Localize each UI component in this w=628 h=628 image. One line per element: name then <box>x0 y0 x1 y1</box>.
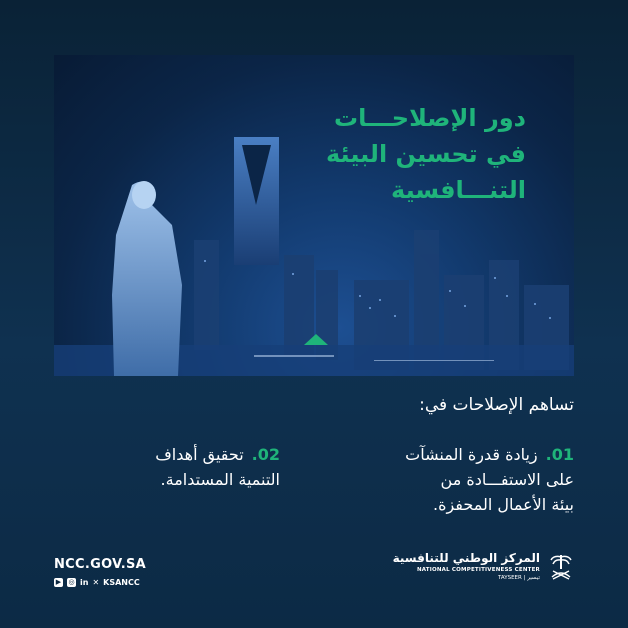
org-subtitle: TAYSEER | تيسير <box>497 575 540 581</box>
item-line: على الاستفـــادة من <box>440 470 574 489</box>
website-link[interactable]: NCC.GOV.SA <box>54 557 147 572</box>
item-line: زيادة قدرة المنشآت <box>405 445 538 464</box>
list-item <box>155 442 280 492</box>
hero-title-line: في تحسين البيئة <box>325 140 526 168</box>
hero-title-line: دور الإصلاحـــات <box>334 104 526 132</box>
hero-title-line: التنـــافسية <box>391 176 526 204</box>
org-logo <box>393 551 574 581</box>
intro-text: تساهم الإصلاحات في: <box>419 395 574 415</box>
org-name-arabic: المركز الوطني للتنافسية <box>392 551 540 565</box>
social-handle: KSANCC <box>103 578 140 587</box>
org-name-english: NATIONAL COMPETITIVENESS CENTER <box>416 567 540 573</box>
footer-contact <box>54 557 146 587</box>
linkedin-icon[interactable]: in <box>80 578 89 587</box>
x-icon[interactable]: ✕ <box>92 578 100 587</box>
palm-swords-emblem-icon <box>548 551 574 581</box>
hero-image <box>54 55 574 376</box>
item-line: تحقيق أهداف <box>155 445 244 464</box>
youtube-icon[interactable]: ▶ <box>55 578 62 586</box>
item-line: التنمية المستدامة. <box>160 470 280 489</box>
hero-title <box>326 100 526 208</box>
item-number: 02. <box>251 445 280 464</box>
list-item <box>405 442 574 517</box>
item-number: 01. <box>545 445 574 464</box>
item-line: بيئة الأعمال المحفزة. <box>432 495 574 514</box>
social-handles <box>54 578 146 587</box>
instagram-icon[interactable]: ◎ <box>68 578 75 586</box>
